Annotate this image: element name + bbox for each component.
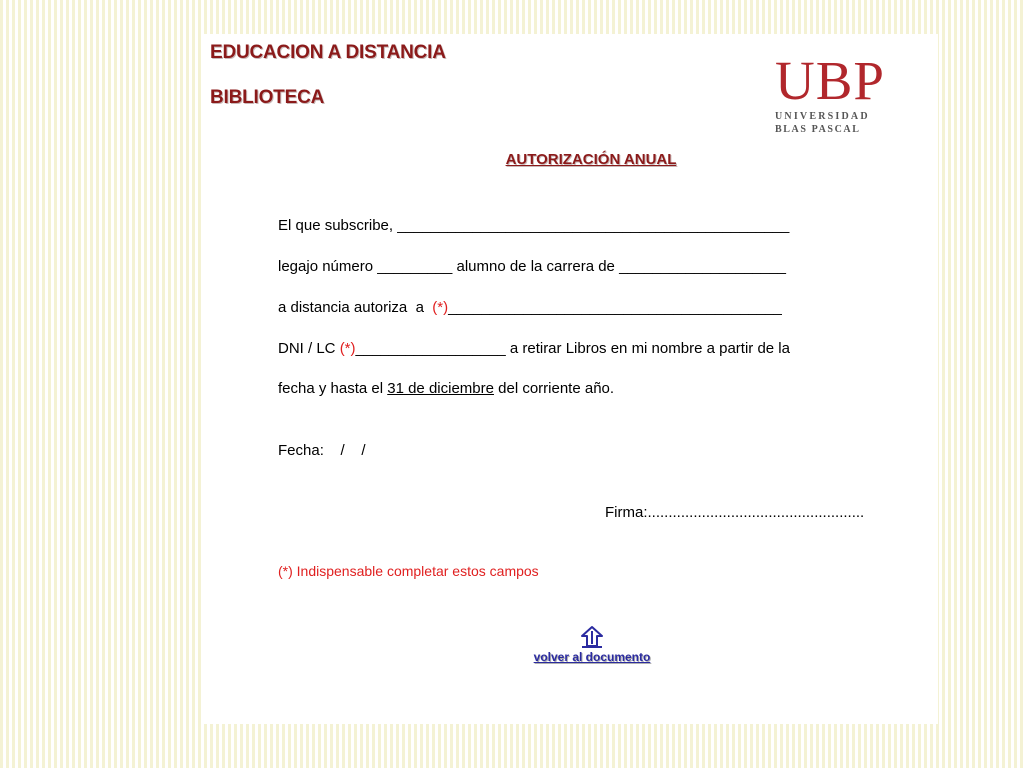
- header-subtitle: BIBLIOTECA: [210, 87, 325, 108]
- header-title: EDUCACION A DISTANCIA: [210, 42, 446, 63]
- validity-suffix: del corriente año.: [493, 380, 615, 397]
- required-marker: (*): [339, 340, 356, 357]
- logo-mark: UBP: [775, 50, 885, 111]
- dni-label: DNI / LC: [278, 340, 340, 357]
- up-arrow-icon: [579, 625, 605, 649]
- validity-date: 31 de diciembre: [387, 380, 494, 397]
- validity-prefix: fecha y hasta el: [278, 380, 388, 397]
- required-note: (*) Indispensable completar estos campos: [278, 563, 539, 579]
- logo-line-2: BLAS PASCAL: [775, 124, 861, 135]
- back-to-document-link[interactable]: [522, 625, 662, 664]
- document-panel: [204, 34, 938, 724]
- form-line-authorize-label: a distancia autoriza a: [278, 299, 433, 316]
- back-to-document-label: volver al documento: [533, 650, 651, 664]
- logo-line-1: UNIVERSIDAD: [775, 111, 870, 122]
- date-line: Fecha: / /: [278, 442, 366, 459]
- form-line-legajo: legajo número _________ alumno de la carrera de ____________________: [278, 258, 786, 275]
- form-line-subscriber: El que subscribe, _______________________________________________: [278, 217, 790, 234]
- form-line-validity: [278, 380, 614, 397]
- document-title: AUTORIZACIÓN ANUAL: [505, 151, 677, 168]
- authorized-person-blank: ________________________________________: [448, 299, 782, 316]
- required-marker: (*): [432, 299, 449, 316]
- ubp-logo: [775, 50, 890, 136]
- form-line-dni: [278, 340, 790, 357]
- form-line-authorize: [278, 299, 782, 316]
- signature-line: Firma:....................................................: [605, 504, 865, 521]
- dni-blank-text: __________________ a retirar Libros en mi nombre a partir de la: [355, 340, 790, 357]
